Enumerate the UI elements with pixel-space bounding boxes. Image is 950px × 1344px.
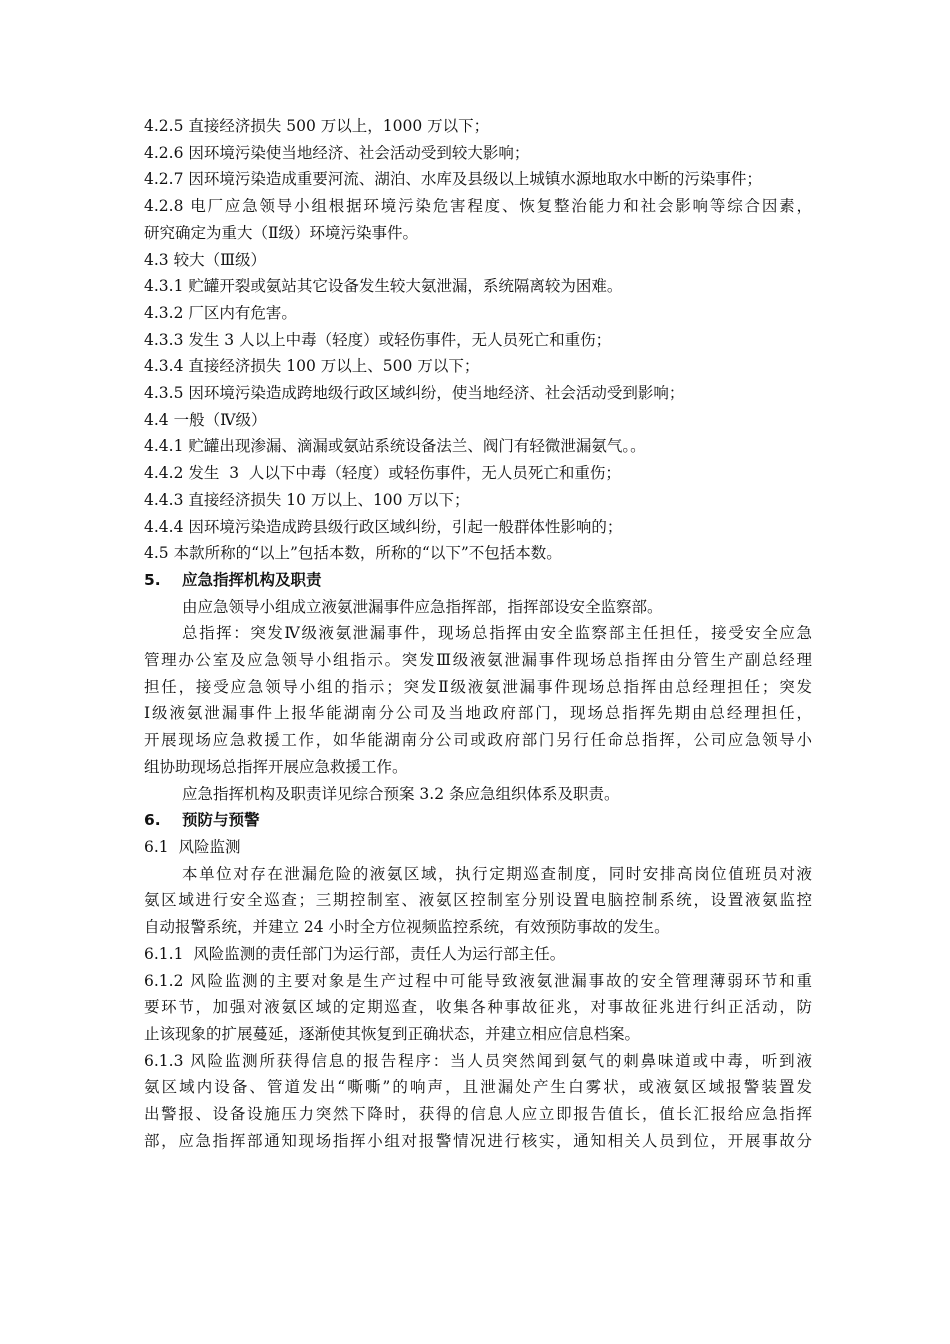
paragraph-6-1-line-2: 氨区域进行安全巡查；三期控制室、液氨区控制室分别设置电脑控制系统，设置液氨监控 bbox=[144, 891, 812, 910]
section-5-heading bbox=[144, 567, 812, 594]
paragraph-6-1-line-3: 自动报警系统，并建立 24 小时全方位视频监控系统，有效预防事故的发生。 bbox=[144, 918, 670, 937]
clause-4-2-8: 4.2.8 电厂应急领导小组根据环境污染危害程度、恢复整治能力和社会影响等综合因素， bbox=[144, 197, 812, 216]
clause-4-4-4: 4.4.4 因环境污染造成跨县级行政区域纠纷，引起一般群体性影响的； bbox=[144, 517, 623, 536]
clause-6-1-2-line-3: 止该现象的扩展蔓延，逐渐使其恢复到正确状态，并建立相应信息档案。 bbox=[144, 1024, 641, 1043]
clause-6-1-3-line-1: 6.1.3 风险监测所获得信息的报告程序：当人员突然闻到氨气的刺鼻味道或中毒，听到液 bbox=[144, 1051, 812, 1070]
clause-4-3-3: 4.3.3 发生 3 人以上中毒（轻度）或轻伤事件，无人员死亡和重伤； bbox=[144, 330, 612, 349]
clause-4-3-4: 4.3.4 直接经济损失 100 万以上、500 万以下； bbox=[144, 357, 480, 376]
paragraph-5-3: 应急指挥机构及职责详见综合预案 3.2 条应急组织体系及职责。 bbox=[182, 784, 620, 803]
clause-4-2-7: 4.2.7 因环境污染造成重要河流、湖泊、水库及县级以上城镇水源地取水中断的污染事件； bbox=[144, 170, 762, 189]
section-6-title: 预防与预警 bbox=[182, 811, 260, 830]
section-6-heading bbox=[144, 807, 812, 834]
subsection-6-1-heading: 6.1 风险监测 bbox=[144, 837, 241, 856]
paragraph-5-2-line-3: 担任，接受应急领导小组的指示；突发Ⅱ级液氨泄漏事件现场总指挥由总经理担任；突发 bbox=[144, 677, 812, 696]
clause-4-5: 4.5 本款所称的“以上”包括本数，所称的“以下”不包括本数。 bbox=[144, 544, 562, 563]
clause-6-1-2-line-2: 要环节，加强对液氨区域的定期巡查，收集各种事故征兆，对事故征兆进行纠正活动，防 bbox=[144, 998, 812, 1017]
document-body bbox=[144, 113, 812, 1154]
paragraph-5-2-line-6: 组协助现场总指挥开展应急救援工作。 bbox=[144, 757, 408, 776]
clause-6-1-1: 6.1.1 风险监测的责任部门为运行部，责任人为运行部主任。 bbox=[144, 944, 566, 963]
clause-4-3-heading: 4.3 较大（Ⅲ级） bbox=[144, 250, 267, 269]
clause-4-2-5: 4.2.5 直接经济损失 500 万以上，1000 万以下； bbox=[144, 117, 490, 135]
section-5-title: 应急指挥机构及职责 bbox=[182, 570, 322, 589]
section-6-number: 6. bbox=[144, 811, 161, 830]
clause-4-3-1: 4.3.1 贮罐开裂或氨站其它设备发生较大氨泄漏，系统隔离较为困难。 bbox=[144, 277, 623, 296]
clause-4-4-1: 4.4.1 贮罐出现渗漏、滴漏或氨站系统设备法兰、阀门有轻微泄漏氨气。。 bbox=[144, 437, 646, 456]
clause-4-2-6: 4.2.6 因环境污染使当地经济、社会活动受到较大影响； bbox=[144, 143, 530, 162]
clause-4-3-2: 4.3.2 厂区内有危害。 bbox=[144, 303, 297, 322]
clause-6-1-2-line-1: 6.1.2 风险监测的主要对象是生产过程中可能导致液氨泄漏事故的安全管理薄弱环节和重 bbox=[144, 971, 812, 990]
paragraph-5-1: 由应急领导小组成立液氨泄漏事件应急指挥部，指挥部设安全监察部。 bbox=[182, 597, 663, 616]
paragraph-5-2-line-1: 总指挥：突发Ⅳ级液氨泄漏事件，现场总指挥由安全监察部主任担任，接受安全应急 bbox=[182, 624, 812, 643]
paragraph-5-2-line-2: 管理办公室及应急领导小组指示。突发Ⅲ级液氨泄漏事件现场总指挥由分管生产副总经理 bbox=[144, 651, 812, 670]
paragraph-6-1-line-1: 本单位对存在泄漏危险的液氨区域，执行定期巡查制度，同时安排高岗位值班员对液 bbox=[182, 864, 812, 883]
paragraph-5-2-line-5: 开展现场应急救援工作，如华能湖南分公司或政府部门另行任命总指挥，公司应急领导小 bbox=[144, 731, 812, 750]
clause-4-3-5: 4.3.5 因环境污染造成跨地级行政区域纠纷，使当地经济、社会活动受到影响； bbox=[144, 384, 685, 403]
clause-4-4-heading: 4.4 一般（Ⅳ级） bbox=[144, 410, 267, 429]
clause-4-4-3: 4.4.3 直接经济损失 10 万以上、100 万以下； bbox=[144, 490, 470, 509]
paragraph-5-2-line-4: Ⅰ级液氨泄漏事件上报华能湖南分公司及当地政府部门，现场总指挥先期由总经理担任， bbox=[144, 704, 812, 723]
clause-6-1-3-line-3: 出警报、设备设施压力突然下降时，获得的信息人应立即报告值长，值长汇报给应急指挥 bbox=[144, 1105, 812, 1124]
clause-6-1-3-line-2: 氨区域内设备、管道发出“嘶嘶”的响声，且泄漏处产生白雾状，或液氨区域报警装置发 bbox=[144, 1078, 812, 1097]
section-5-number: 5. bbox=[144, 570, 161, 589]
clause-4-2-8-cont: 研究确定为重大（Ⅱ级）环境污染事件。 bbox=[144, 223, 419, 242]
clause-4-4-2: 4.4.2 发生 3 人以下中毒（轻度）或轻伤事件，无人员死亡和重伤； bbox=[144, 464, 621, 483]
clause-6-1-3-line-4: 部，应急指挥部通知现场指挥小组对报警情况进行核实，通知相关人员到位，开展事故分 bbox=[144, 1131, 812, 1150]
